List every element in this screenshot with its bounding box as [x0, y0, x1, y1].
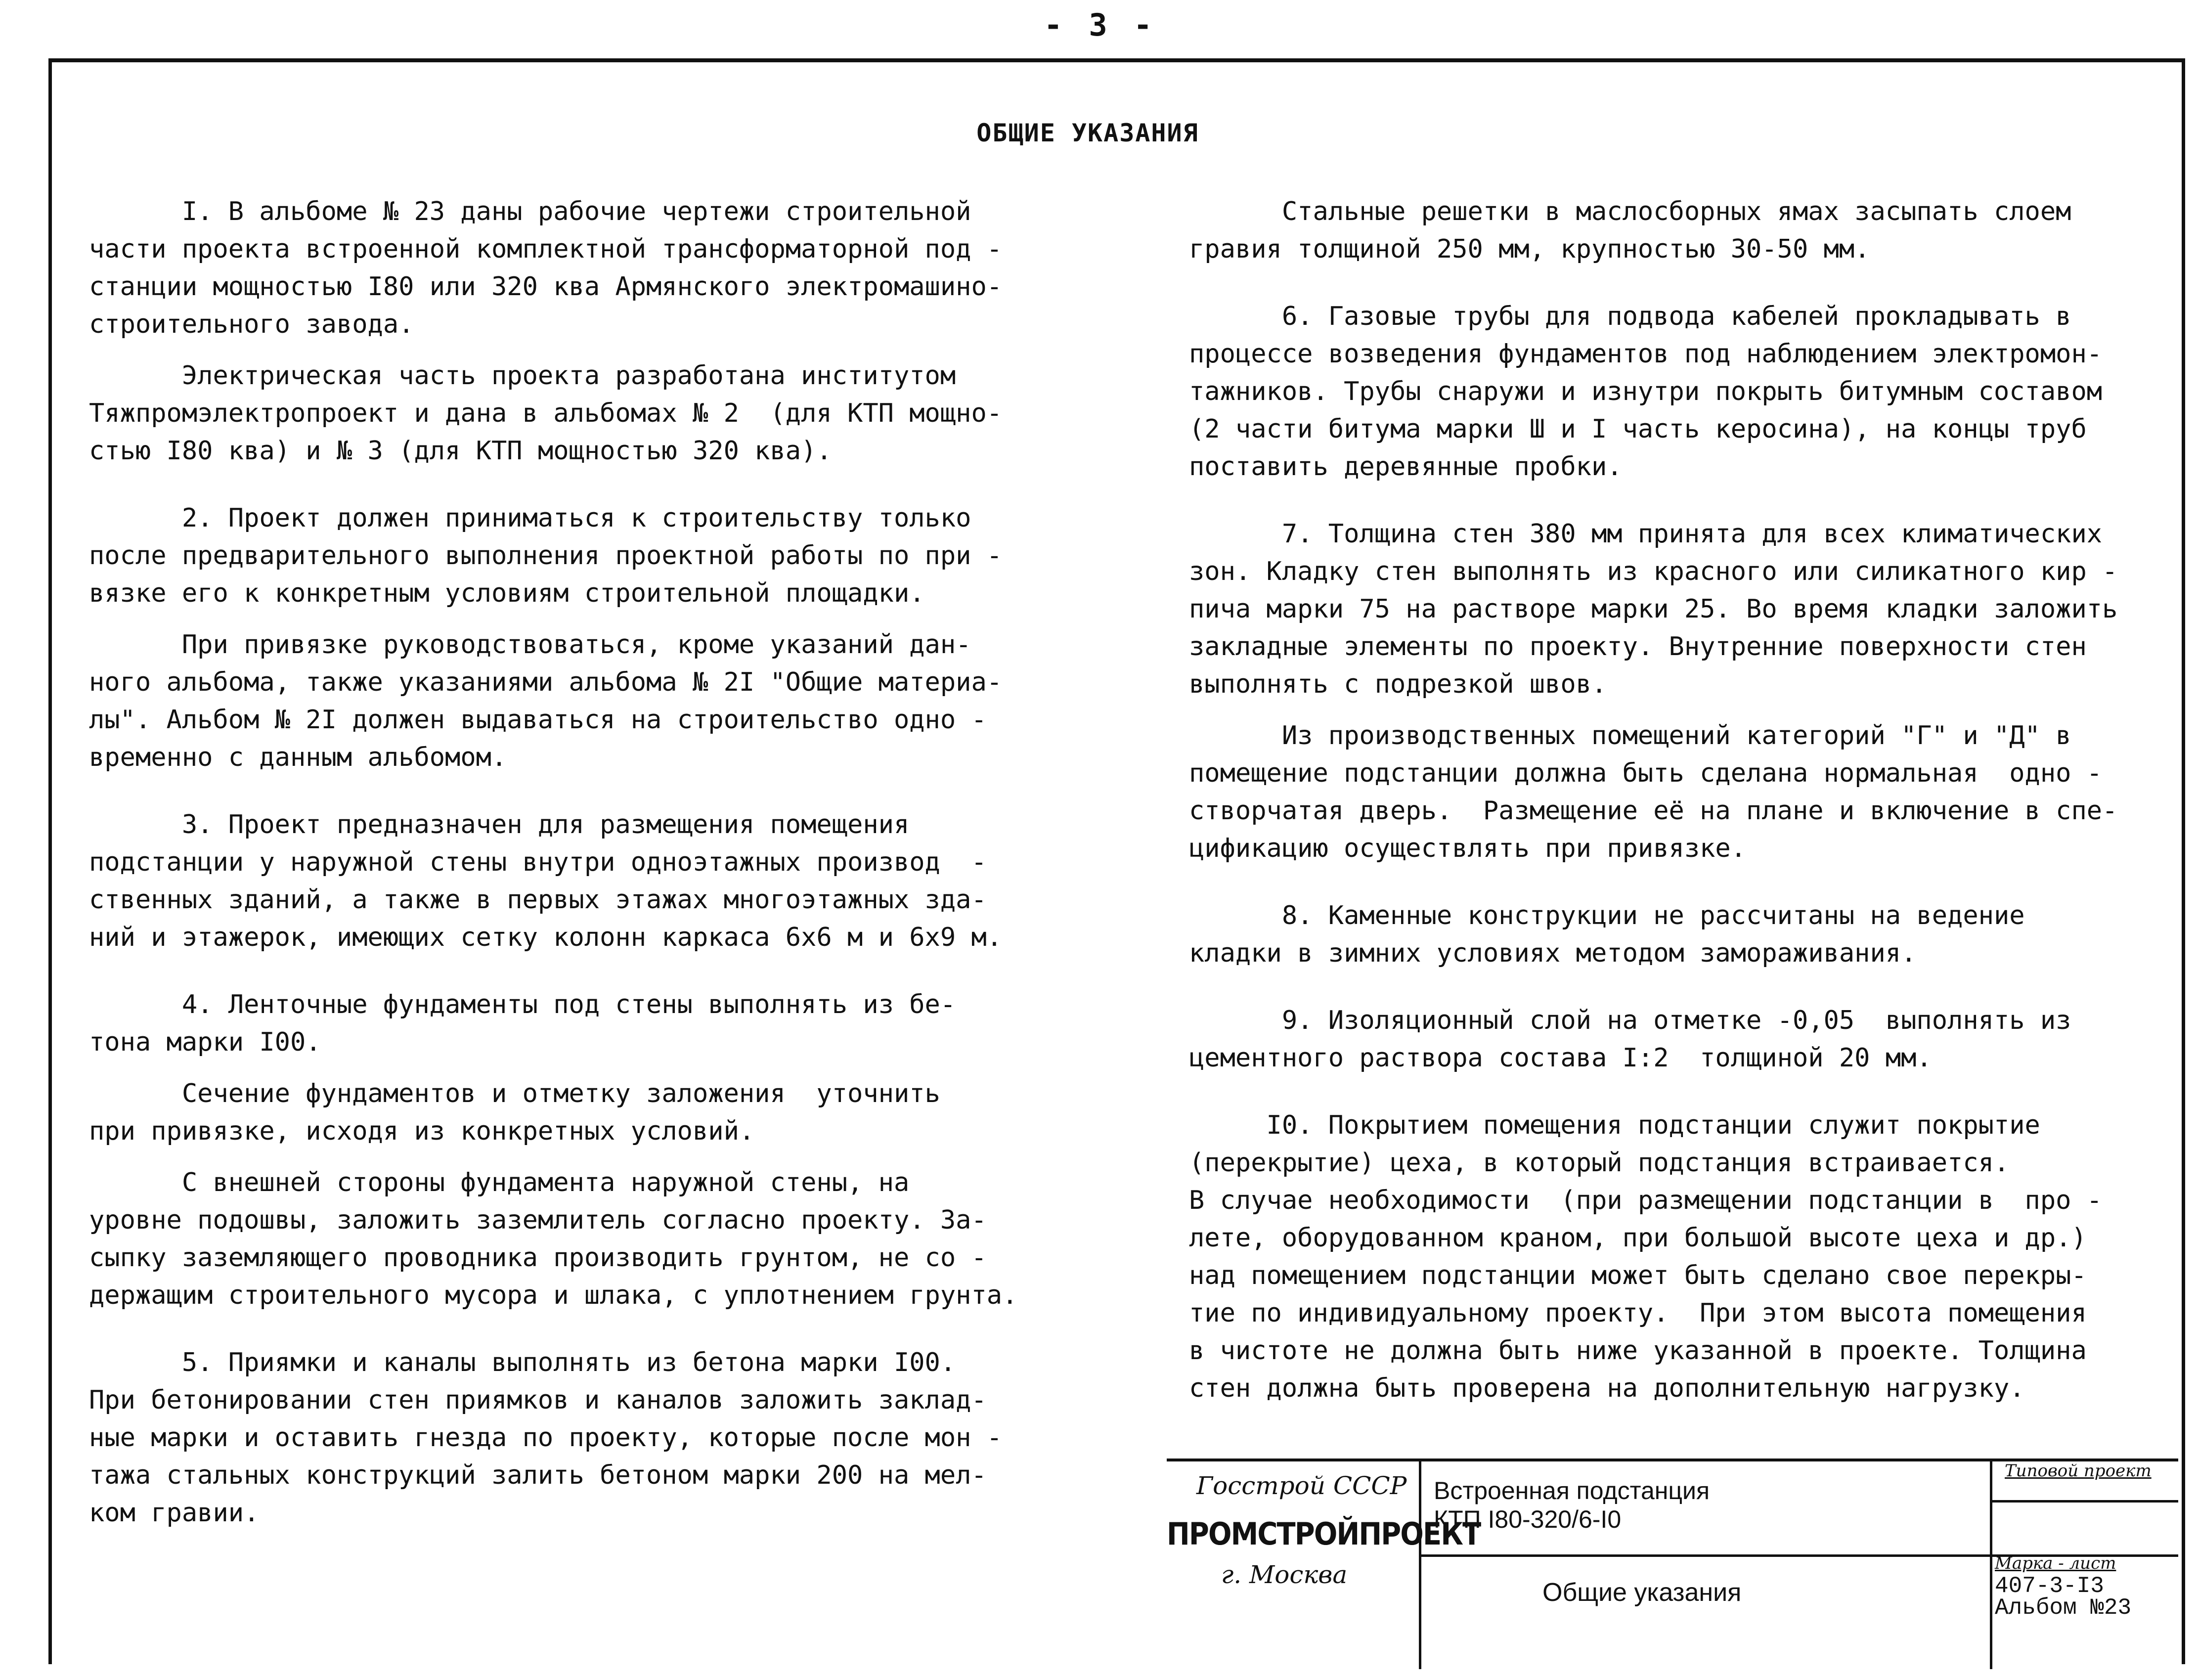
text-line: гравия толщиной 250 мм, крупностью 30-50 мм.: [1189, 234, 1870, 264]
stamp-album-code: [1995, 1575, 2131, 1619]
paragraph: [1189, 298, 2158, 486]
text-line: ком гравии.: [89, 1498, 260, 1528]
paragraph-gap: [1189, 972, 2158, 1002]
text-line: I. В альбоме № 23 даны рабочие чертежи строительной: [89, 197, 971, 226]
paragraph-gap: [1189, 1077, 2158, 1106]
paragraph: [1189, 515, 2158, 703]
text-line: 5. Приямки и каналы выполнять из бетона марки I00.: [89, 1348, 956, 1377]
stamp-org-city: г. Москва: [1221, 1560, 1348, 1589]
text-line: лете, оборудованном краном, при большой высоте цеха и др.): [1189, 1223, 2087, 1253]
paragraph-gap: [1189, 268, 2158, 298]
title-block: [1167, 1459, 2178, 1669]
paragraph: [1189, 1002, 2158, 1077]
paragraph-gap: [1189, 867, 2158, 897]
text-line: цификацию осуществлять при привязке.: [1189, 834, 1747, 863]
text-line: Из производственных помещений категорий "Г" и "Д" в: [1189, 721, 2071, 751]
text-line: держащим строительного мусора и шлака, с уплотнением грунта.: [89, 1281, 1018, 1310]
text-line: вязке его к конкретным условиям строительной площадки.: [89, 578, 925, 608]
paragraph: [1189, 717, 2158, 867]
text-line: тажников. Трубы снаружи и изнутри покрыть битумным составом: [1189, 377, 2103, 406]
text-line: 9. Изоляционный слой на отметке -0,05 выполнять из: [1189, 1006, 2071, 1035]
text-line: Электрическая часть проекта разработана институтом: [89, 361, 956, 391]
text-line: выполнять с подрезкой швов.: [1189, 669, 1607, 699]
paragraph: [1189, 897, 2158, 972]
text-line: (2 части битума марки Ш и I часть керосина), на концы труб: [1189, 414, 2087, 444]
text-line: зон. Кладку стен выполнять из красного или силикатного кир -: [1189, 557, 2118, 586]
text-line: части проекта встроенной комплектной трансформаторной под -: [89, 234, 1003, 264]
paragraph: [1189, 1106, 2158, 1407]
paragraph: [89, 1344, 1028, 1532]
paragraph: [1189, 193, 2158, 268]
text-line: При привязке руководствоваться, кроме указаний дан-: [89, 630, 971, 660]
stamp-sheet-name: Общие указания: [1542, 1578, 1742, 1607]
text-line: подстанции у наружной стены внутри одноэтажных производ -: [89, 847, 987, 877]
text-line: над помещением подстанции может быть сделано свое перекры-: [1189, 1261, 2087, 1290]
text-line: поставить деревянные пробки.: [1189, 452, 1623, 482]
text-line: при привязке, исходя из конкретных условий.: [89, 1116, 755, 1146]
text-line: В случае необходимости (при размещении подстанции в про -: [1189, 1186, 2103, 1215]
text-line: стен должна быть проверена на дополнительную нагрузку.: [1189, 1373, 2025, 1403]
stamp-org-cell: [1167, 1461, 1481, 1669]
paragraph: [89, 626, 1028, 776]
right-column: [1189, 193, 2158, 1407]
stamp-divider-2: [1990, 1461, 1992, 1669]
text-line: тие по индивидуальному проекту. При этом высота помещения: [1189, 1298, 2087, 1328]
paragraph: [89, 806, 1028, 956]
text-line: 2. Проект должен приниматься к строительству только: [89, 503, 971, 533]
paragraph-gap: [1189, 703, 2158, 717]
paragraph-gap: [89, 343, 1028, 357]
stamp-org-institute: ПРОМСТРОЙПРОЕКТ: [1167, 1516, 1481, 1552]
stamp-sheet-label: Марка - лист: [1995, 1553, 2116, 1573]
text-line: процессе возведения фундаментов под наблюдением электромон-: [1189, 339, 2103, 369]
text-line: стью I80 ква) и № 3 (для КТП мощностью 320 ква).: [89, 436, 832, 466]
text-line: ные марки и оставить гнезда по проекту, которые после мон -: [89, 1423, 1003, 1453]
text-line: Сечение фундаментов и отметку заложения уточнить: [89, 1079, 940, 1108]
text-line: лы". Альбом № 2I должен выдаваться на строительство одно -: [89, 705, 987, 735]
text-line: ственных зданий, а также в первых этажах многоэтажных зда-: [89, 885, 987, 915]
text-line: закладные элементы по проекту. Внутренние поверхности стен: [1189, 632, 2087, 662]
text-line: Стальные решетки в маслосборных ямах засыпать слоем: [1189, 197, 2071, 226]
stamp-divider-1: [1419, 1461, 1421, 1669]
paragraph: [89, 1075, 1028, 1150]
text-line: уровне подошвы, заложить заземлитель согласно проекту. За-: [89, 1205, 987, 1235]
text-line: 3. Проект предназначен для размещения помещения: [89, 810, 910, 840]
stamp-object-code: КТП I80-320/6-I0: [1434, 1505, 1622, 1533]
paragraph: [89, 986, 1028, 1061]
text-line: Тяжпромэлектропроект и дана в альбомах № 2 (для КТП мощно-: [89, 398, 1003, 428]
paragraph: [89, 193, 1028, 343]
stamp-org-name: Госстрой СССР: [1196, 1471, 1407, 1500]
text-line: кладки в зимних условиях методом замораживания.: [1189, 938, 1917, 968]
text-line: 6. Газовые трубы для подвода кабелей прокладывать в: [1189, 302, 2071, 331]
text-line: I0. Покрытием помещения подстанции служит покрытие: [1189, 1110, 2040, 1140]
paragraph-gap: [89, 470, 1028, 499]
text-line: 7. Толщина стен 380 мм принята для всех климатических: [1189, 519, 2103, 549]
text-line: в чистоте не должна быть ниже указанной в проекте. Толщина: [1189, 1336, 2087, 1366]
text-line: строительного завода.: [89, 309, 414, 339]
text-line: тона марки I00.: [89, 1027, 321, 1057]
text-line: сыпку заземляющего проводника производить грунтом, не со -: [89, 1243, 987, 1273]
text-line: (перекрытие) цеха, в который подстанция встраивается.: [1189, 1148, 2010, 1178]
text-line: тажа стальных конструкций залить бетоном марки 200 на мел-: [89, 1460, 987, 1490]
text-line: С внешней стороны фундамента наружной стены, на: [89, 1168, 910, 1197]
text-line: станции мощностью I80 или 320 ква Армянского электромашино-: [89, 272, 1003, 302]
stamp-album-line: Альбом №23: [1995, 1595, 2132, 1621]
paragraph: [89, 357, 1028, 470]
paragraph: [89, 499, 1028, 612]
paragraph: [89, 1164, 1028, 1314]
paragraph-gap: [89, 776, 1028, 806]
text-line: помещение подстанции должна быть сделана нормальная одно -: [1189, 758, 2103, 788]
paragraph-gap: [89, 956, 1028, 986]
text-line: 8. Каменные конструкции не рассчитаны на ведение: [1189, 901, 2025, 930]
paragraph-gap: [89, 1061, 1028, 1075]
text-line: временно с данным альбомом.: [89, 743, 507, 772]
text-line: пича марки 75 на растворе марки 25. Во время кладки заложить: [1189, 594, 2118, 624]
text-line: ний и этажерок, имеющих сетку колонн каркаса 6х6 м и 6х9 м.: [89, 923, 1003, 952]
paragraph-gap: [89, 1314, 1028, 1344]
text-line: ного альбома, также указаниями альбома № 2I "Общие материа-: [89, 667, 1003, 697]
text-line: цементного раствора состава I:2 толщиной 20 мм.: [1189, 1043, 1932, 1073]
stamp-code-line: 407-3-I3: [1995, 1573, 2104, 1599]
stamp-project-type: Типовой проект: [2005, 1461, 2152, 1481]
text-line: 4. Ленточные фундаменты под стены выполнять из бе-: [89, 990, 956, 1019]
left-column: [89, 193, 1028, 1532]
paragraph-gap: [89, 1150, 1028, 1164]
page-title: ОБЩИЕ УКАЗАНИЯ: [976, 119, 1199, 147]
paragraph-gap: [89, 612, 1028, 626]
stamp-hline-2: [1990, 1500, 2178, 1503]
text-line: створчатая дверь. Размещение её на плане и включение в спе-: [1189, 796, 2118, 826]
text-line: после предварительного выполнения проектной работы по при -: [89, 541, 1003, 571]
page-number: - 3 -: [1044, 7, 1156, 43]
paragraph-gap: [1189, 486, 2158, 515]
text-line: При бетонировании стен приямков и каналов заложить заклад-: [89, 1385, 987, 1415]
stamp-object-name: Встроенная подстанция: [1434, 1477, 1710, 1504]
